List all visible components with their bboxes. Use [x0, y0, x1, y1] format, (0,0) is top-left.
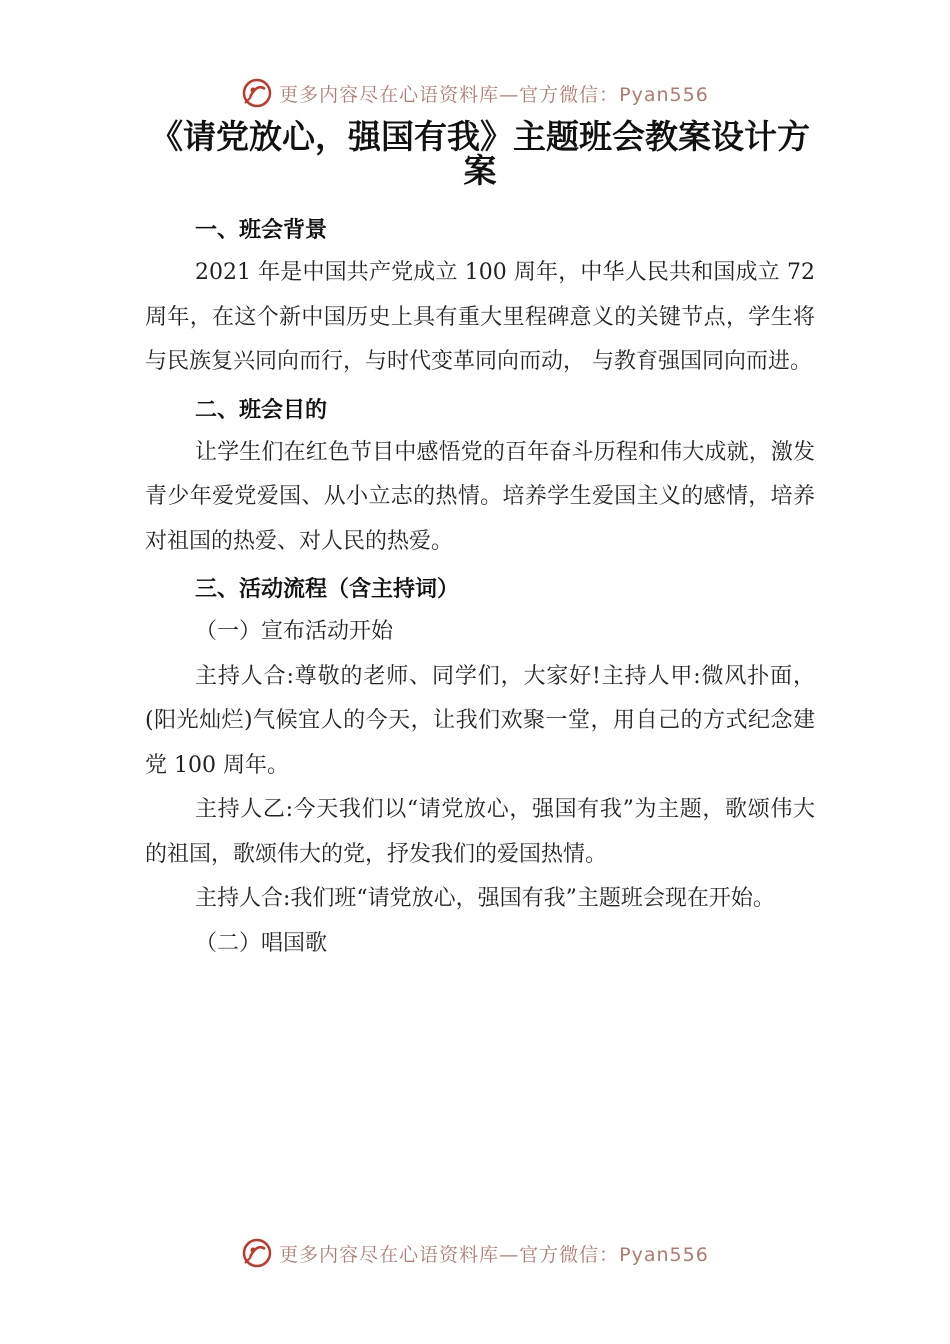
section-heading-process: 三、活动流程（含主持词）: [195, 577, 460, 602]
paragraph-host-3: 主持人合:我们班“请党放心，强国有我”主题班会现在开始。: [195, 886, 775, 911]
subsection-anthem: （二）唱国歌: [195, 930, 328, 956]
document-body: [145, 211, 815, 966]
footer-watermark: [0, 1233, 950, 1273]
paragraph-host-1: 主持人合:尊敬的老师、同学们，大家好!主持人甲:微风扑面，(阳光灿烂)气候宜人的今天，让我们欢聚一堂，用自己的方式纪念建党 100 周年。: [145, 663, 815, 778]
section-heading-purpose: 二、班会目的: [195, 397, 328, 423]
document-title: 《请党放心，强国有我》主题班会教案设计方案: [150, 117, 810, 190]
subsection-start: （一）宣布活动开始: [195, 619, 394, 644]
section-heading-background: 一、班会背景: [195, 218, 328, 243]
paragraph-background: 2021 年是中国共产党成立 100 周年，中华人民共和国成立 72 周年，在这个新中国历史上具有重大里程碑意义的关键节点，学生将与民族复兴同向而行，与时代变革同向而动， 与教育强国同向而进。: [145, 260, 815, 374]
header-watermark: [0, 73, 950, 113]
watermark-text: 更多内容尽在心语资料库—官方微信：Pyan556: [279, 83, 709, 106]
logo-icon: [241, 77, 273, 109]
logo-icon: [241, 1237, 273, 1269]
watermark-text: 更多内容尽在心语资料库—官方微信：Pyan556: [279, 1243, 709, 1266]
paragraph-host-2: 主持人乙:今天我们以“请党放心，强国有我”为主题，歌颂伟大的祖国，歌颂伟大的党，抒发我们的爱国热情。: [145, 797, 815, 867]
paragraph-purpose: 让学生们在红色节目中感悟党的百年奋斗历程和伟大成就，激发青少年爱党爱国、从小立志的热情。培养学生爱国主义的感情，培养对祖国的热爱、对人民的热爱。: [145, 439, 815, 554]
